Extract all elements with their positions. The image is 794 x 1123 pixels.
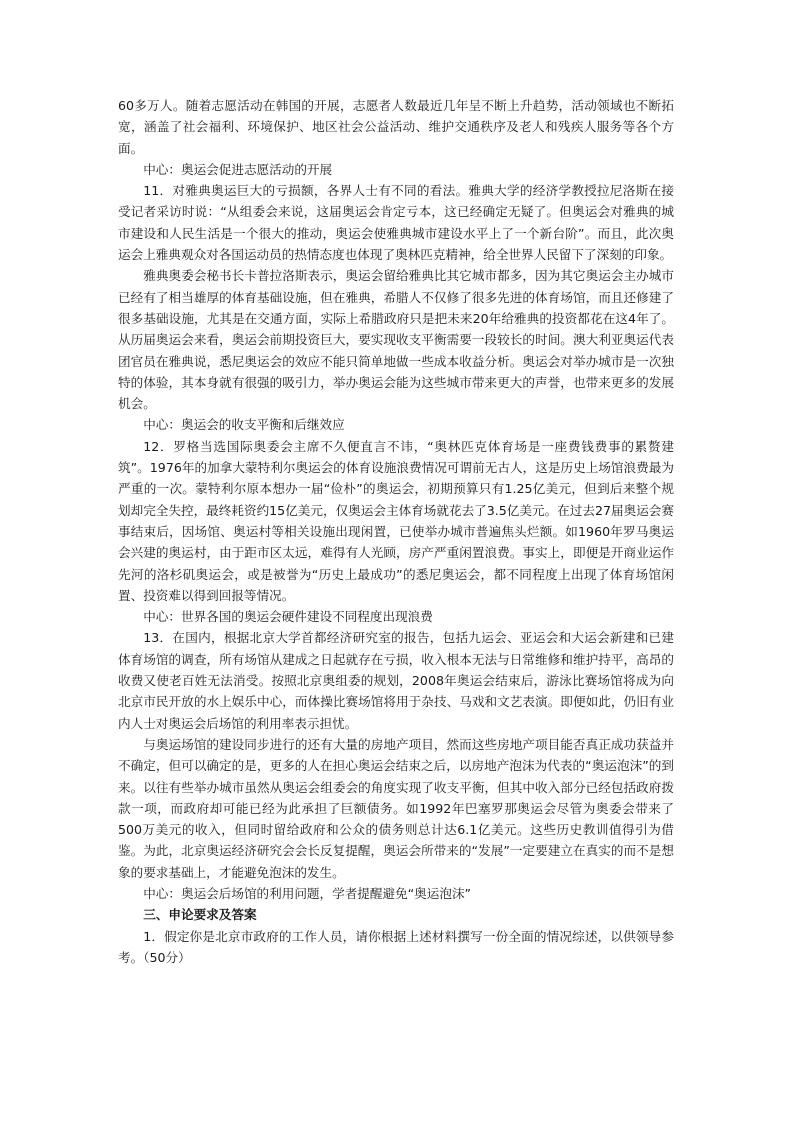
- document-page: [118, 95, 674, 968]
- center-note-bubble: 中心：奥运会后场馆的利用问题，学者提醒避免“奥运泡沫”: [143, 885, 472, 901]
- paragraph-olympic-bubble: 与奥运场馆的建设同步进行的还有大量的房地产项目，然而这些房地产项目能否真正成功获益并不确定，但可以确定的是，更多的人在担心奥运会结束之后，以房地产泡沫为代表的“奥运泡沫”的到来。以往有些举办城市虽然从奥运会组委会的角度实现了收支平衡，但其中收入部分已经包括政府拨款一项，而政府却可能已经为此承担了巨额债务。如1992年巴塞罗那奥运会尽管为奥委会带来了500万美元的收入，但同时留给政府和公众的债务则总计达6.1亿美元。这些历史教训值得引为借鉴。为此，北京奥运经济研究会会长反复提醒，奥运会所带来的“发展”一定要建立在真实的而不是想象的要求基础上，才能避免泡沫的发生。: [118, 736, 674, 880]
- paragraph-12-venue-waste: 12．罗格当选国际奥委会主席不久便直言不讳，“奥林匹克体育场是一座费钱费事的累赘建筑”。1976年的加拿大蒙特利尔奥运会的体育设施浪费情况可谓前无古人，这是历史上场馆浪费最为严重的一次。蒙特利尔原本想办一届“俭朴”的奥运会，初期预算只有1.25亿美元，但到后来整个规划却完全失控，最终耗资约15亿美元，仅奥运会主体育场就花去了3.5亿美元。在过去27届奥运会赛事结束后，因场馆、奥运村等相关设施出现闲置，已使举办城市普遍焦头烂额。如1960年罗马奥运会兴建的奥运村，由于距市区太远，难得有人光顾，房产严重闲置浪费。事实上，即便是开商业运作先河的洛杉矶奥运会，或是被誉为“历史上最成功”的悉尼奥运会，都不同程度上出现了体育场馆闲置、投资难以得到回报等情况。: [118, 438, 674, 603]
- paragraph-korea-volunteers-continued: 60多万人。随着志愿活动在韩国的开展，志愿者人数最近几年呈不断上升趋势，活动领域也不断拓宽，涵盖了社会福利、环境保护、地区社会公益活动、维护交通秩序及老人和残疾人服务等各个方面。: [118, 98, 674, 156]
- section-heading-requirements: 三、申论要求及答案: [143, 907, 257, 923]
- paragraph-13-domestic-venues: 13．在国内，根据北京大学首都经济研究室的报告，包括九运会、亚运会和大运会新建和已建体育场馆的调查，所有场馆从建成之日起就存在亏损，收入根本无法与日常维修和维护持平，高昂的收费又使老百姓无法消受。按照北京奥组委的规划，2008年奥运会结束后，游泳比赛场馆将成为向北京市民开放的水上娱乐中心，而体操比赛场馆将用于杂技、马戏和文艺表演。即便如此，仍旧有业内人士对奥运会后场馆的利用率表示担忧。: [118, 630, 674, 731]
- center-note-volunteers: 中心：奥运会促进志愿活动的开展: [143, 161, 333, 177]
- center-note-waste: 中心：世界各国的奥运会硬件建设不同程度出现浪费: [143, 609, 433, 625]
- center-note-balance: 中心：奥运会的收支平衡和后继效应: [143, 417, 345, 433]
- paragraph-11-athens-loss: 11．对雅典奥运巨大的亏损额，各界人士有不同的看法。雅典大学的经济学教授拉尼洛斯在接受记者采访时说：“从组委会来说，这届奥运会肯定亏本，这已经确定无疑了。但奥运会对雅典的城市建设和人民生活是一个很大的推动，奥运会使雅典城市建设水平上了一个新台阶”。而且，此次奥运会上雅典观众对各国运动员的热情态度也体现了奥林匹克精神，给全世界人民留下了深刻的印象。: [118, 183, 674, 263]
- question-1: 1．假定你是北京市政府的工作人员，请你根据上述材料撰写一份全面的情况综述，以供领导参考。（50分）: [118, 928, 674, 965]
- paragraph-athens-legacy: 雅典奥委会秘书长卡普拉洛斯表示，奥运会留给雅典比其它城市都多，因为其它奥运会主办城市已经有了相当雄厚的体育基础设施，但在雅典，希腊人不仅修了很多先进的体育场馆，而且还修建了很多基础设施，尤其是在交通方面，实际上希腊政府只是把未来20年给雅典的投资都花在这4年了。从历届奥运会来看，奥运会前期投资巨大，要实现收支平衡需要一段较长的时间。澳大利亚奥运代表团官员在雅典说，悉尼奥运会的效应不能只简单地做一些成本收益分析。奥运会对举办城市是一次独特的体验，其本身就有很强的吸引力，举办奥运会能为这些城市带来更大的声誉，也带来更多的发展机会。: [118, 268, 674, 412]
